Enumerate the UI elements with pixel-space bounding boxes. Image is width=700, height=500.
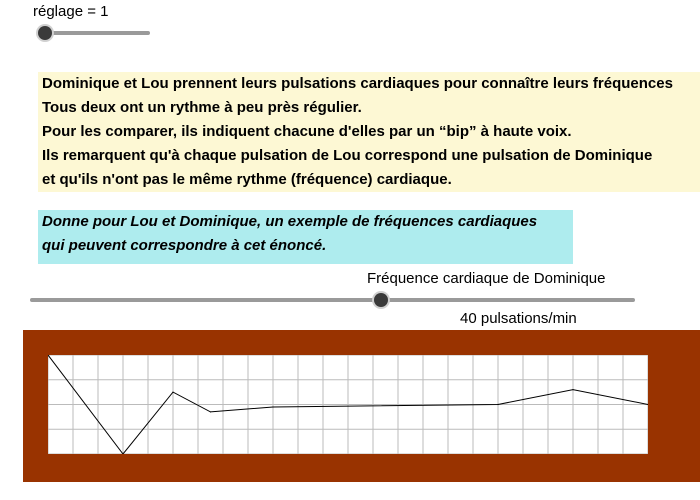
ecg-point bbox=[572, 389, 573, 390]
heart-monitor bbox=[23, 330, 700, 482]
frequence-label: Fréquence cardiaque de Dominique bbox=[367, 270, 606, 287]
frequence-value: 40 pulsations/min bbox=[460, 310, 577, 327]
ecg-grid bbox=[48, 355, 648, 454]
ecg-point bbox=[272, 406, 273, 407]
intro-text-box bbox=[38, 72, 700, 192]
reglage-slider-knob[interactable] bbox=[38, 26, 52, 40]
intro-line: et qu'ils n'ont pas le même rythme (fréquence) cardiaque. bbox=[42, 171, 452, 188]
question-box bbox=[38, 210, 573, 264]
ecg-point bbox=[172, 392, 173, 393]
question-line: qui peuvent correspondre à cet énoncé. bbox=[42, 237, 327, 254]
intro-line: Pour les comparer, ils indiquent chacune d'elles par un “bip” à haute voix. bbox=[42, 123, 572, 140]
frequence-slider-knob[interactable] bbox=[374, 293, 388, 307]
monitor-screen bbox=[48, 355, 648, 454]
reglage-slider-track[interactable] bbox=[42, 31, 150, 35]
ecg-point bbox=[210, 411, 211, 412]
question-line: Donne pour Lou et Dominique, un exemple de fréquences cardiaques bbox=[42, 213, 538, 230]
frequence-slider[interactable] bbox=[30, 292, 635, 308]
reglage-label: réglage = 1 bbox=[33, 3, 109, 20]
intro-line: Dominique et Lou prennent leurs pulsations cardiaques pour connaître leurs fréquences bbox=[42, 75, 673, 92]
intro-line: Tous deux ont un rythme à peu près régulier. bbox=[42, 99, 362, 116]
ecg-chart bbox=[48, 355, 648, 454]
ecg-point bbox=[497, 404, 498, 405]
frequence-slider-track[interactable] bbox=[30, 298, 635, 302]
reglage-slider[interactable] bbox=[38, 26, 150, 40]
intro-line: Ils remarquent qu'à chaque pulsation de Lou correspond une pulsation de Dominique bbox=[42, 147, 653, 164]
